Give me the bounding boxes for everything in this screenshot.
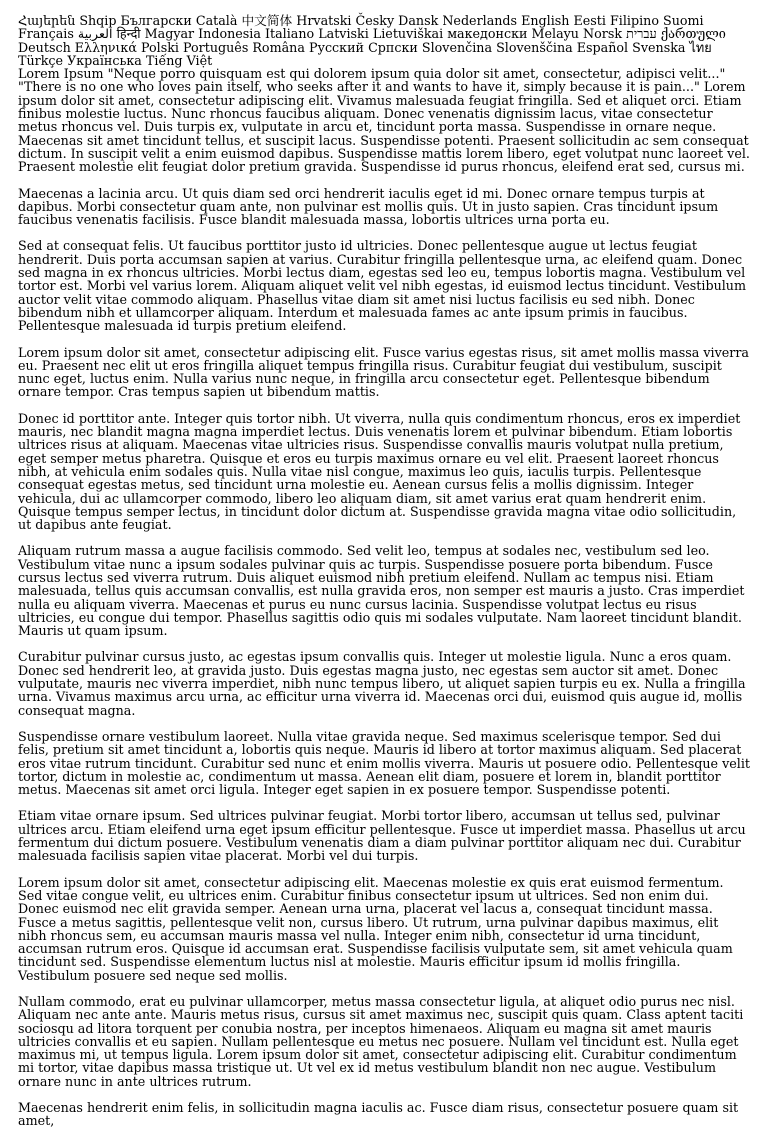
language-list [18,14,750,67]
paragraph: Lorem ipsum dolor sit amet, consectetur adipiscing elit. Fusce varius egestas risus, sit amet mollis massa viverra eu. Praesent nec elit ut eros fringilla aliquet tempus fringilla risus. Curabitur feugiat dui vestibulum, suscipit nunc eget, luctus enim. Nulla varius nunc neque, in fringilla arcu consectetur eget. Pellentesque bibendum ornare tempor. Cras tempus sapien ut bibendum mattis. [18,344,749,400]
language-link[interactable]: Հայերեն [18,13,76,28]
language-link[interactable]: Româna [252,39,305,55]
language-link[interactable]: Norsk [583,26,623,42]
language-link[interactable]: Melayu [531,26,579,42]
language-link[interactable]: Dansk [398,13,439,28]
language-link[interactable]: Slovenščina [496,39,573,55]
language-link[interactable]: Català [195,13,238,28]
paragraph: Donec id porttitor ante. Integer quis tortor nibh. Ut viverra, nulla quis condimentum rhoncus, eros ex imperdiet mauris, nec blandit magna magna imperdiet lectus. Duis venenatis lorem et pulvinar bibendum. Etiam lobortis ultrices risus at aliquam. Maecenas vitae ultricies risus. Suspendisse convallis mauris volutpat nulla pretium, eget semper metus pharetra. Quisque et eros eu turpis maximus ornare eu vel elit. Praesent laoreet rhoncus nibh, at vehicula enim sodales quis. Nulla vitae nisl congue, maximus leo quis, iaculis turpis. Pellentesque consequat egestas metus, sed tincidunt urna molestie eu. Aenean cursus felis a mollis dignissim. Integer vehicula, dui ac ullamcorper commodo, libero leo aliquam diam, sit amet varius erat quam hendrerit enim. Quisque tempus semper lectus, in tincidunt dolor dictum at. Suspendisse gravida magna vitae odio sollicitudin, ut dapibus ante feugiat. [18,410,741,533]
language-link[interactable]: Русский [308,39,365,55]
language-link[interactable]: हिन्दी [116,26,141,42]
paragraph: Sed at consequat felis. Ut faucibus porttitor justo id ultricies. Donec pellentesque augue ut lectus feugiat hendrerit. Duis porta accumsan sapien at varius. Curabitur fringilla pellentesque urna, ac eleifend quam. Donec sed magna in ex rhoncus ultricies. Morbi lectus diam, egestas sed leo eu, tempus lobortis magna. Vestibulum vel tortor est. Morbi vel varius lorem. Aliquam aliquet velit vel nibh egestas, id euismod lectus tincidunt. Vestibulum auctor velit vitae commodo aliquam. Phasellus vitae diam sit amet nisi luctus facilisis eu sed nibh. Donec bibendum nibh et ullamcorper aliquam. Interdum et malesuada fames ac ante ipsum primis in faucibus. Pellentesque malesuada id turpis pretium eleifend. [18,238,746,334]
language-link[interactable]: 中文简体 [241,13,293,28]
language-link[interactable]: Українська [67,52,142,68]
language-link[interactable]: Shqip [79,13,117,28]
language-link[interactable]: Indonesia [198,26,261,42]
paragraph: Aliquam rutrum massa a augue facilisis commodo. Sed velit leo, tempus at sodales nec, vestibulum sed leo. Vestibulum vitae nunc a ipsum sodales pulvinar quis ac turpis. Suspendisse posuere porta bibendum. Fusce cursus lectus sed viverra rutrum. Duis aliquet euismod nibh pretium eleifend. Nullam ac tempus nisi. Etiam malesuada, tellus quis accumsan convallis, est nulla gravida eros, non semper est mauris a justo. Cras imperdiet nulla eu aliquam viverra. Maecenas et purus eu nunc cursus lacinia. Suspendisse volutpat lectus eu risus ultricies, eu congue dui tempor. Phasellus sagittis odio quis mi sodales vulputate. Nam laoreet tincidunt blandit. Mauris ut quam ipsum. [18,543,745,639]
article-body [18,67,750,1127]
language-link[interactable]: Lietuviškai [372,26,444,42]
paragraph: Curabitur pulvinar cursus justo, ac egestas ipsum convallis quis. Integer ut molestie ligula. Nunc a eros quam. Donec sed hendrerit leo, at gravida justo. Duis egestas magna justo, nec egestas sem auctor sit amet. Donec vulputate, mauris nec viverra imperdiet, nibh nunc tempus libero, ut aliquet sapien turpis eu ex. Nulla a fringilla urna. Vivamus maximus arcu urna, ac efficitur urna viverra id. Maecenas orci dui, euismod quis augue id, mollis consequat magna. [18,649,746,718]
language-link[interactable]: Česky [355,13,395,28]
language-link[interactable]: Español [576,39,629,55]
language-link[interactable]: Eesti [573,13,606,28]
language-link[interactable]: Tiếng Việt [145,52,213,68]
language-link[interactable]: العربية [77,26,113,42]
language-link[interactable]: Hrvatski [296,13,352,28]
language-link[interactable]: Filipino [610,13,659,28]
language-link[interactable]: Português [183,39,249,55]
language-link[interactable]: македонски [447,26,528,42]
language-link[interactable]: Slovenčina [421,39,493,55]
language-link[interactable]: Polski [140,39,179,55]
language-link[interactable]: Deutsch [18,39,71,55]
language-link[interactable]: Svenska [632,39,686,55]
language-link[interactable]: Suomi [663,13,704,28]
paragraph: Suspendisse ornare vestibulum laoreet. Nulla vitae gravida neque. Sed maximus scelerisque tempor. Sed dui felis, pretium sit amet tincidunt a, lobortis quis neque. Mauris id libero at tortor maximus aliquam. Sed placerat eros vitae rutrum tincidunt. Curabitur sed nunc et enim mollis viverra. Mauris ut posuere odio. Pellentesque velit tortor, dictum in molestie ac, condimentum ut massa. Aenean elit diam, posuere et lorem in, blandit porttitor metus. Maecenas sit amet orci ligula. Integer eget sapien in ex posuere tempor. Suspendisse potenti. [18,728,750,798]
language-link[interactable]: Български [120,13,192,28]
language-link[interactable]: Magyar [144,26,195,42]
language-link[interactable]: ไทย [689,39,712,55]
language-link[interactable]: ქართული [660,26,726,42]
language-link[interactable]: Türkçe [18,52,64,68]
language-link[interactable]: Italiano [264,26,315,42]
paragraph: Maecenas a lacinia arcu. Ut quis diam sed orci hendrerit iaculis eget id mi. Donec ornare tempus turpis at dapibus. Morbi consectetur quam ante, non pulvinar est mollis quis. Ut in justo sapien. Cras tincidunt ipsum faucibus venenatis facilisis. Fusce blandit malesuada massa, lobortis ultrices urna porta eu. [18,185,719,228]
language-link[interactable]: Српски [368,39,418,55]
paragraph: Etiam vitae ornare ipsum. Sed ultrices pulvinar feugiat. Morbi tortor libero, accumsan ut tellus sed, pulvinar ultrices arcu. Etiam eleifend urna eget ipsum efficitur pellentesque. Fusce ut imperdiet massa. Phasellus ut arcu fermentum dui dictum posuere. Vestibulum venenatis diam a diam pulvinar porttitor aliquam nec dui. Curabitur malesuada facilisis sapien vitae placerat. Morbi vel dui turpis. [18,808,746,864]
language-link[interactable]: English [521,13,570,28]
language-link[interactable]: עברית [626,26,657,42]
paragraph: Lorem Ipsum "Neque porro quisquam est qui dolorem ipsum quia dolor sit amet, consectetur, adipisci velit..." "There is no one who loves pain itself, who seeks after it and wants to have it, simply because it is pain..." Lorem ipsum dolor sit amet, consectetur adipiscing elit. Vivamus malesuada feugiat fringilla. Sed et aliquet orci. Etiam finibus molestie luctus. Nunc rhoncus faucibus aliquam. Donec venenatis dignissim lacus, vitae consectetur metus rhoncus vel. Duis turpis ex, vulputate in arcu et, tincidunt porta massa. Suspendisse in ornare neque. Maecenas sit amet tincidunt tellus, et suscipit lacus. Suspendisse potenti. Praesent sollicitudin ac sem consequat dictum. In suscipit velit a enim euismod dapibus. Suspendisse mattis lorem libero, eget volutpat nunc laoreet vel. Praesent molestie elit feugiat dolor pretium gravida. Suspendisse id purus rhoncus, eleifend erat sed, cursus mi. [18,66,750,175]
paragraph: Nullam commodo, erat eu pulvinar ullamcorper, metus massa consectetur ligula, at aliquet odio purus nec nisl. Aliquam nec ante ante. Mauris metus risus, cursus sit amet maximus nec, suscipit quis quam. Class aptent taciti sociosqu ad litora torquent per conubia nostra, per inceptos himenaeos. Aliquam eu magna sit amet mauris ultricies convallis et eu sapien. Nullam pellentesque eu metus nec posuere. Nullam vel tincidunt est. Nulla eget maximus mi, ut tempus ligula. Lorem ipsum dolor sit amet, consectetur adipiscing elit. Curabitur condimentum mi tortor, vitae dapibus massa tristique ut. Ut vel ex id metus vestibulum blandit non nec augue. Vestibulum ornare nunc in ante ultrices rutrum. [18,994,744,1089]
language-link[interactable]: Français [18,26,74,42]
language-link[interactable]: Ελληνικά [74,39,137,55]
paragraph: Lorem ipsum dolor sit amet, consectetur adipiscing elit. Maecenas molestie ex quis erat euismod fermentum. Sed vitae congue velit, eu ultrices enim. Curabitur finibus consectetur ipsum ut ultrices. Sed non enim dui. Donec euismod nec elit gravida semper. Aenean urna urna, placerat vel lacus a, consequat tincidunt massa. Fusce a metus sagittis, pellentesque velit non, cursus libero. Ut rutrum, urna pulvinar dapibus maximus, elit nibh rhoncus sem, eu accumsan mauris massa vel nulla. Integer enim nibh, consectetur id urna tincidunt, accumsan rutrum eros. Quisque id accumsan erat. Suspendisse facilisis vulputate sem, sit amet vehicula quam tincidunt sed. Suspendisse elementum luctus nisl at molestie. Mauris efficitur ipsum id mollis fringilla. Vestibulum posuere sed neque sed mollis. [18,874,733,983]
language-link[interactable]: Latviski [318,26,369,42]
language-link[interactable]: Nederlands [442,13,518,28]
paragraph: Maecenas hendrerit enim felis, in sollicitudin magna iaculis ac. Fusce diam risus, consectetur posuere quam sit amet, [18,1100,739,1128]
